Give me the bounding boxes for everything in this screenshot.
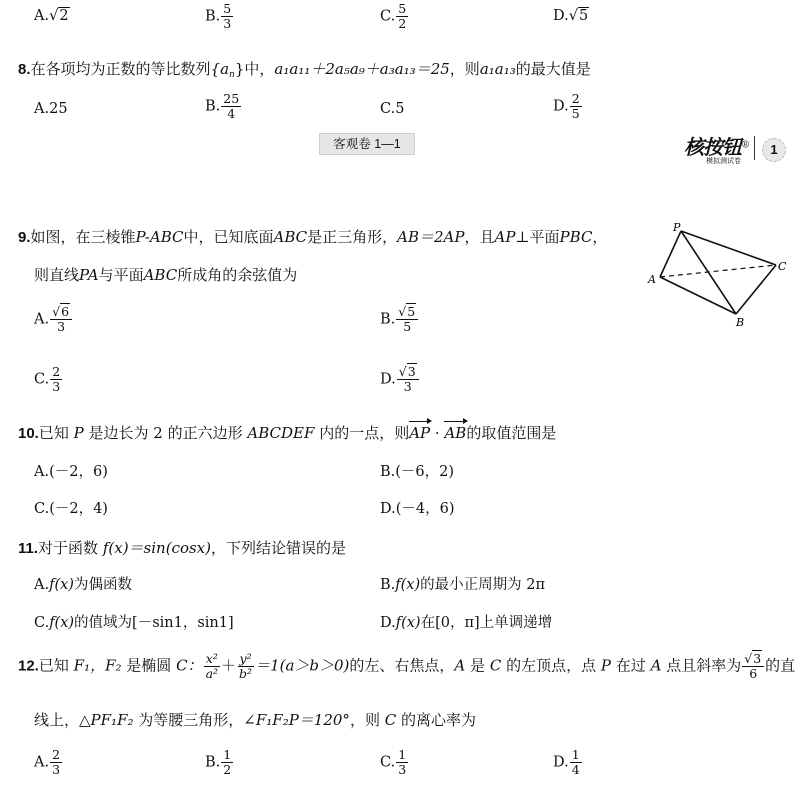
vertex-label-b: B [736,316,745,329]
q9-option-a[interactable]: A. $\frac{√6}{3}$ [34,305,73,334]
q10-stem: 10.已知 P 是边长为 2 的正六边形 ABCDEF 内的一点，则AP · AB的取值范围是 [18,424,557,442]
vertex-label-a: A [648,273,656,286]
q11-option-b[interactable]: B.f(x)的最小正周期为 2π [380,577,545,593]
q12-option-d[interactable]: D. $\frac{1}{4}$ [553,747,580,777]
brand-logo: 核按钮® 模拟测试卷 [684,135,750,165]
q9-stem-line2: 则直线PA与平面ABC所成角的余弦值为 [34,266,298,284]
page-number: 1 [762,138,786,162]
page-footer-label: 客观卷 1—1 [319,133,415,155]
q7-option-c[interactable]: C. $\frac{5}{2}$ [380,1,407,31]
footer-divider [754,136,755,160]
q12-option-a[interactable]: A. $\frac{2}{3}$ [34,747,61,777]
q7-option-b[interactable]: B. $\frac{5}{3}$ [205,1,232,31]
edge-pa [660,231,681,277]
q8-option-a[interactable]: A.25 [34,101,68,117]
q10-option-b[interactable]: B.(－6，2) [380,464,455,480]
q12-option-c[interactable]: C. $\frac{1}{3}$ [380,747,407,777]
q8-option-b[interactable]: B. $\frac{25}{4}$ [205,91,240,121]
q12-stem-line1: 12.已知 F₁，F₂ 是椭圆 C： $\frac{\text{x²}}{\text{a²}}$ ＋ $\frac{\text{y²}}{\text{b²}}$ ＝1(a＞b＞0)的左、右焦点，A 是 C 的左顶点，点 P 在过 A 点且斜率为 $\frac{√3}{6}$ 的直 [18,651,796,681]
q10-option-c[interactable]: C.(－2，4) [34,501,108,517]
q10-option-a[interactable]: A.(－2，6) [34,464,108,480]
edge-ac-hidden [660,265,776,277]
q8-option-c[interactable]: C.5 [380,101,405,117]
q11-option-c[interactable]: C.f(x)的值域为[－sin1，sin1] [34,615,234,631]
vertex-label-c: C [778,260,787,273]
q9-stem-line1: 9.如图，在三棱锥P-ABC中，已知底面ABC是正三角形，AB＝2AP，且AP⊥平面PBC， [18,228,608,246]
q11-option-a[interactable]: A.f(x)为偶函数 [34,577,132,593]
q12-option-b[interactable]: B. $\frac{1}{2}$ [205,747,232,777]
q7-option-d[interactable]: D.√5 [553,8,589,24]
q10-option-d[interactable]: D.(－4，6) [380,501,455,517]
q9-option-c[interactable]: C. $\frac{2}{3}$ [34,364,61,394]
q11-stem: 11.对于函数 f(x)＝sin(cosx)，下列结论错误的是 [18,539,347,557]
q9-option-b[interactable]: B. $\frac{√5}{5}$ [380,305,419,334]
edge-pc [681,231,776,265]
q7-option-a[interactable]: A.√2 [34,8,69,24]
q8-option-d[interactable]: D. $\frac{2}{5}$ [553,91,580,121]
edge-bc [736,265,776,314]
q9-option-d[interactable]: D. $\frac{√3}{3}$ [380,365,420,394]
q12-stem-line2: 线上，△PF₁F₂ 为等腰三角形，∠F₁F₂P＝120°，则 C 的离心率为 [34,711,477,729]
vertex-label-p: P [673,221,681,234]
q11-option-d[interactable]: D.f(x)在[0，π]上单调递增 [380,615,553,631]
q9-pyramid-figure [640,218,800,330]
q8-stem: 8.在各项均为正数的等比数列$\{a_n\}$中，a₁a₁₁＋2a₅a₉＋a₃a₁₃＝25，则a₁a₁₃的最大值是 [18,60,591,80]
